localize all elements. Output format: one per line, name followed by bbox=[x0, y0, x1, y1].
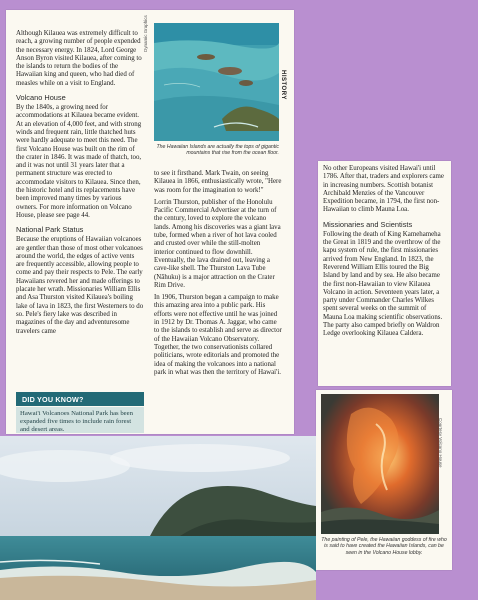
missionaries-clipping bbox=[318, 161, 451, 386]
intro-paragraph: Although Kilauea was extremely difficult to reach, a growing number of people expended the necessary energy. In 1824, Lord George Anson Byron visited Kilauea, after coming to the islands to return the bodies of the Hawaiian king and queen, who had died of measles while on a visit to England. bbox=[16, 30, 142, 87]
section-tab: HISTORY bbox=[280, 70, 286, 100]
volcano-house-heading: Volcano House bbox=[16, 93, 66, 103]
national-park-paragraph: Because the eruptions of Hawaiian volcanoes are gentler than those of most other volcanoes around the world, the edges of active vents are frequently accessible, allowing people to come and pay their respects to Pele. The early Hawaiians revered her and made offerings to placate her wrath. Missionaries William Ellis and Asa Thurston visited Kilauea's boiling lake of lava in 1823, the first Westerners to do so. Pele's fiery lake was described in magazines of the day and adventuresome travelers came bbox=[16, 236, 144, 335]
did-you-know-box bbox=[16, 407, 144, 433]
article-column-2 bbox=[154, 170, 282, 377]
image-caption: The Hawaiian Islands are actually the tops of gigantic mountains that rise from the ocean floor. bbox=[156, 144, 279, 157]
image-credit: Dynamic Graphics bbox=[143, 15, 148, 52]
europeans-paragraph: No other Europeans visited Hawai'i until 1786. After that, traders and explorers came in increasing numbers. Scottish botanist Archibald Menzies of the Vancouver Expedition became, in 1794, the first non-Hawaiian to climb Mauna Loa. bbox=[323, 165, 444, 214]
did-you-know-bar bbox=[16, 392, 144, 406]
beach-photograph bbox=[0, 436, 316, 600]
pele-painting bbox=[321, 394, 439, 534]
pele-painting-clipping bbox=[316, 390, 452, 570]
article-column-1 bbox=[16, 30, 144, 336]
article-column-3 bbox=[323, 165, 447, 339]
painting-credit: Courtesy Volcano House bbox=[438, 418, 443, 468]
missionaries-heading: Missionaries and Scientists bbox=[323, 219, 413, 229]
ocean-islands-painting bbox=[154, 23, 279, 141]
volcano-house-paragraph: By the 1840s, a growing need for accommodations at Kilauea became evident. At an elevation of 4,000 feet, and with strong winds and frequent rain, little thatched huts were hardly adequate to meet this need. The first Volcano House was built on the rim of the crater in 1846. It was made of thatch, too, and it was not until 31 years later that a permanent structure was erected to accommodate visitors to Kilauea. Since then, the historic hotel and its replacements have been improved many times by various owners. For more information on Volcano House, please see page 44. bbox=[16, 104, 142, 219]
jaggar-paragraph: In 1906, Thurston began a campaign to make this amazing area into a public park. His efforts were not effective until he was joined in 1912 by Dr. Thomas A. Jaggar, who came to the islands to establish and serve as director of the Hawaiian Volcano Observatory. Together, the two conservationists collared politicians, wrote editorials and promoted the idea of making the volcanoes into a national park in what was then the territory of Hawai'i. bbox=[154, 294, 282, 376]
painting-caption: The painting of Pele, the Hawaiian goddess of fire who is said to have created the Hawaiian Islands, can be seen in the Volcano House lobby. bbox=[321, 537, 447, 556]
did-you-know-title: DID YOU KNOW? bbox=[22, 395, 84, 404]
thurston-paragraph: Lorrin Thurston, publisher of the Honolulu Pacific Commercial Advertiser at the turn of the century, loved to explore the volcano lands. Among his discoveries was a giant lava tube, formed when a river of hot lava cooled and crusted over while the still-molten interior continued to flow downhill. Eventually, the lava drained out, leaving a cave-like shell. The Thurston Lava Tube (Nāhuku) is a major attraction on the Crater Rim Drive. bbox=[154, 198, 281, 289]
did-you-know-text: Hawai'i Volcanoes National Park has been expanded five times to include rain forest and desert areas. bbox=[20, 410, 133, 433]
twain-paragraph: to see it firsthand. Mark Twain, on seeing Kilauea in 1866, enthusiastically wrote, "Here was room for the imagination to work!" bbox=[154, 170, 282, 194]
national-park-heading: National Park Status bbox=[16, 225, 84, 235]
history-article-clipping bbox=[6, 10, 294, 434]
missionaries-paragraph: Following the death of King Kamehameha the Great in 1819 and the overthrow of the kapu system of rule, the first missionaries arrived from New England. In 1823, the Reverend William Ellis toured the Big Island by land and by sea. He also became the first non-Hawaiian to view Kilauea Volcano in action. Seventeen years later, a party under Commander Charles Wilkes spent several weeks on the summit of Mauna Loa making scientific observations. The party also camped briefly on Waldron Ledge overlooking Kilauea Caldera. bbox=[323, 230, 443, 338]
